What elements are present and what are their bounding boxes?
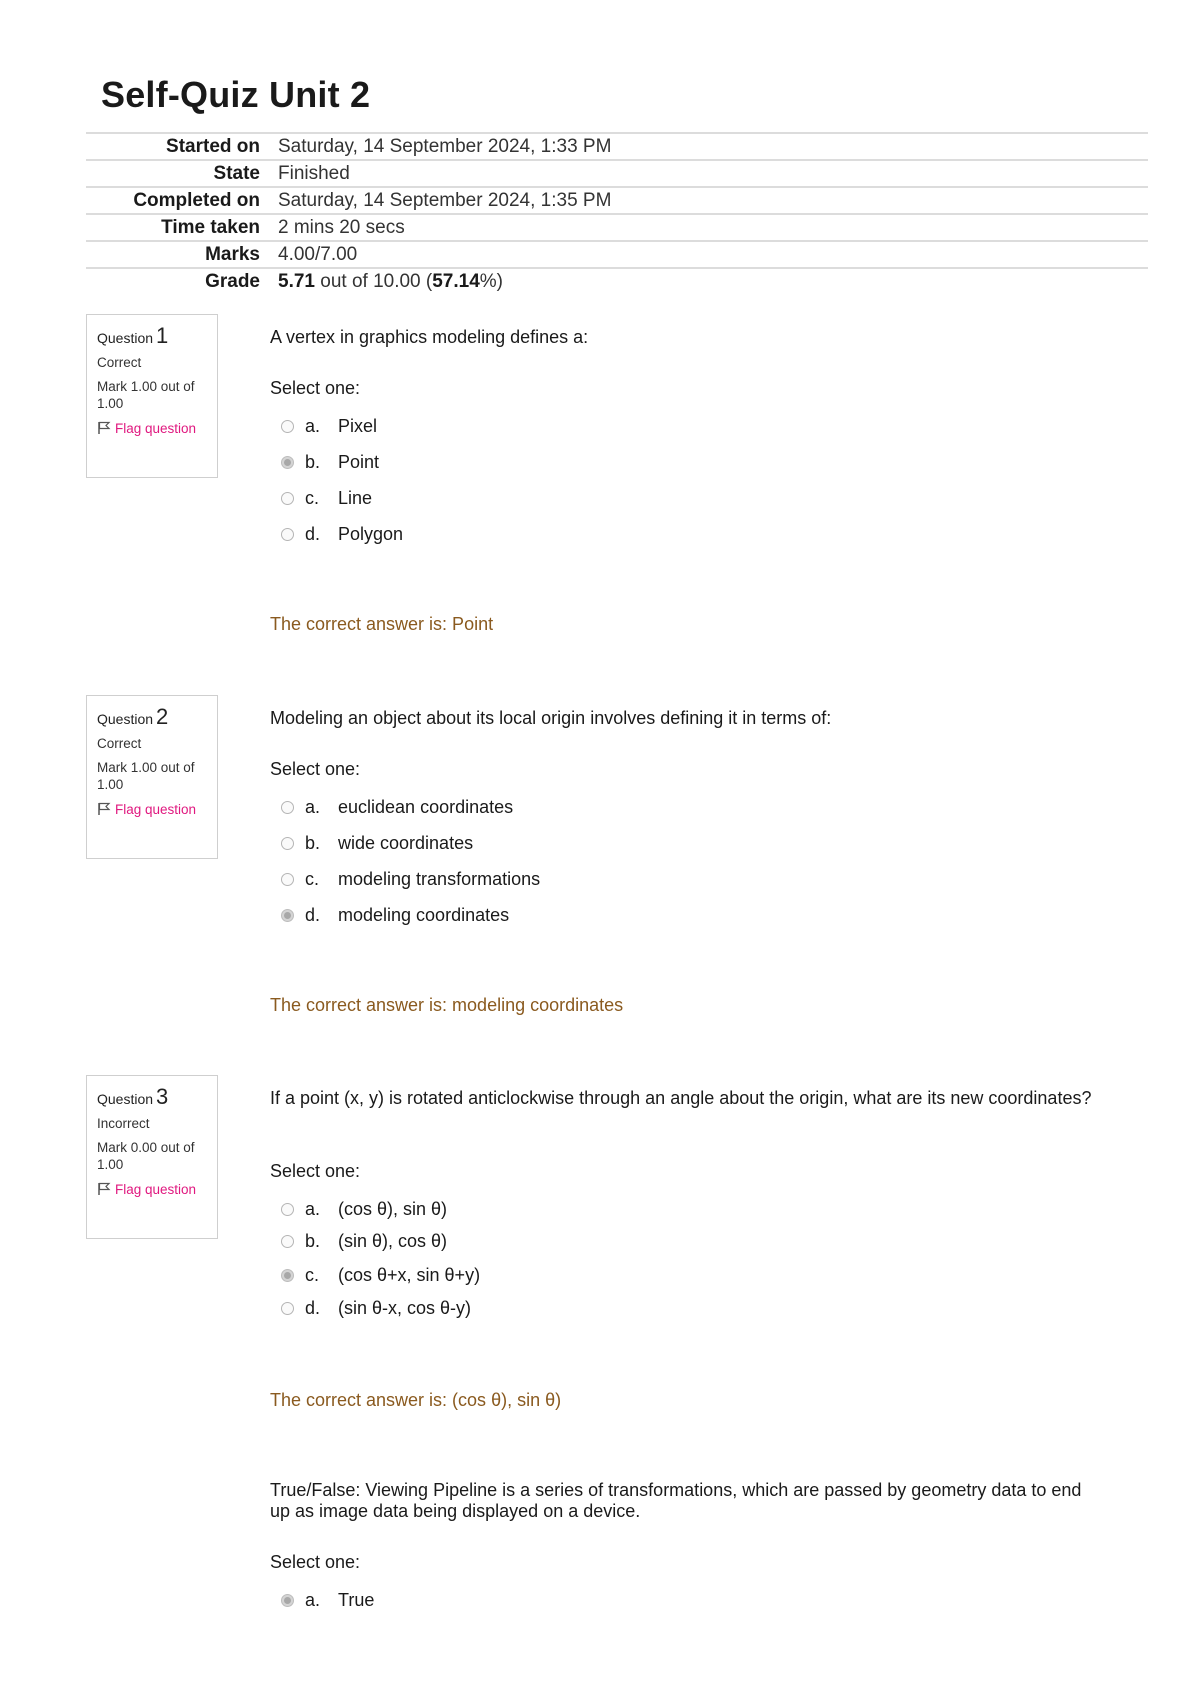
question-number-value: 3 — [156, 1084, 169, 1109]
quiz-summary-table — [86, 132, 1148, 294]
question-mark: Mark 1.00 out of 1.00 — [97, 379, 195, 411]
radio-button-selected[interactable] — [281, 1594, 294, 1607]
question-label: Question — [97, 711, 154, 727]
option-text: modeling coordinates — [338, 904, 510, 925]
state-value: Finished — [278, 162, 350, 184]
grade-end: %) — [479, 270, 504, 292]
option-text: Polygon — [338, 523, 404, 544]
option-letter: c. — [305, 1264, 320, 1285]
flag-question-label: Flag question — [115, 1182, 197, 1197]
answer-option[interactable] — [281, 795, 513, 819]
question-state: Correct — [97, 736, 142, 751]
state-label: State — [213, 162, 260, 184]
option-text: (cos θ), sin θ) — [338, 1198, 448, 1219]
completed-label: Completed on — [133, 189, 260, 211]
summary-row-completed — [86, 188, 1148, 215]
question-text: True/False: Viewing Pipeline is a series of transformations, which are passed by geometry data to end up as image data being displayed on a device. — [270, 1480, 1082, 1521]
question-number-value: 2 — [156, 704, 169, 729]
question-info-box — [86, 314, 218, 478]
flag-question-link[interactable] — [97, 420, 207, 437]
question-info-box — [86, 1075, 218, 1239]
question-number — [97, 1084, 207, 1110]
marks-value: 4.00/7.00 — [278, 243, 358, 265]
radio-button-selected[interactable] — [281, 1269, 294, 1282]
radio-button[interactable] — [281, 801, 294, 814]
answer-option[interactable] — [281, 522, 403, 546]
started-value: Saturday, 14 September 2024, 1:33 PM — [278, 135, 612, 157]
correct-answer-feedback: The correct answer is: (cos θ), sin θ) — [270, 1390, 562, 1410]
page-title: Self-Quiz Unit 2 — [101, 74, 371, 115]
option-text: True — [338, 1589, 375, 1610]
summary-row-started — [86, 134, 1148, 161]
radio-button[interactable] — [281, 1235, 294, 1248]
question-text: A vertex in graphics modeling defines a: — [270, 327, 589, 347]
option-letter: a. — [305, 796, 321, 817]
option-letter: b. — [305, 1230, 321, 1251]
correct-answer-feedback: The correct answer is: Point — [270, 614, 494, 634]
answer-option[interactable] — [281, 450, 379, 474]
flag-icon — [97, 802, 111, 816]
option-letter: a. — [305, 1589, 321, 1610]
option-letter: c. — [305, 868, 320, 889]
radio-button[interactable] — [281, 492, 294, 505]
summary-row-marks — [86, 242, 1148, 269]
option-text: (cos θ+x, sin θ+y) — [338, 1264, 481, 1285]
option-letter: c. — [305, 487, 320, 508]
time-value: 2 mins 20 secs — [278, 216, 405, 238]
radio-button[interactable] — [281, 528, 294, 541]
grade-score: 5.71 — [278, 270, 315, 292]
question-2 — [86, 695, 1148, 1025]
started-label: Started on — [166, 135, 260, 157]
option-text: Point — [338, 451, 380, 472]
flag-question-label: Flag question — [115, 421, 197, 436]
answer-option[interactable] — [281, 867, 540, 891]
question-label: Question — [97, 1091, 154, 1107]
grade-mid: out of 10.00 ( — [314, 270, 433, 292]
question-1 — [86, 314, 1148, 644]
option-letter: a. — [305, 1198, 321, 1219]
option-text: Line — [338, 487, 373, 508]
answer-option[interactable] — [281, 1588, 374, 1612]
option-letter: d. — [305, 1297, 321, 1318]
option-text: (sin θ), cos θ) — [338, 1230, 448, 1251]
question-info-box — [86, 695, 218, 859]
select-one-label: Select one: — [270, 378, 361, 398]
question-state: Correct — [97, 355, 142, 370]
question-number — [97, 323, 207, 349]
marks-label: Marks — [205, 243, 260, 265]
question-mark: Mark 0.00 out of 1.00 — [97, 1140, 195, 1172]
question-text: If a point (x, y) is rotated anticlockwise through an angle about the origin, what are its new coordinates? — [270, 1088, 1092, 1108]
answer-option[interactable] — [281, 831, 473, 855]
question-state: Incorrect — [97, 1116, 150, 1131]
question-4 — [86, 1480, 1148, 1680]
answer-option[interactable] — [281, 903, 509, 927]
answer-option[interactable] — [281, 1296, 471, 1320]
option-text: wide coordinates — [338, 832, 474, 853]
radio-button[interactable] — [281, 873, 294, 886]
radio-button-selected[interactable] — [281, 909, 294, 922]
option-text: (sin θ-x, cos θ-y) — [338, 1297, 472, 1318]
radio-button-selected[interactable] — [281, 456, 294, 469]
select-one-label: Select one: — [270, 759, 361, 779]
radio-button[interactable] — [281, 1203, 294, 1216]
question-label: Question — [97, 330, 154, 346]
flag-question-link[interactable] — [97, 801, 207, 818]
option-letter: d. — [305, 904, 321, 925]
option-letter: b. — [305, 451, 321, 472]
question-number — [97, 704, 207, 730]
flag-question-link[interactable] — [97, 1181, 207, 1198]
summary-row-state — [86, 161, 1148, 188]
summary-row-grade — [86, 269, 1148, 294]
answer-option[interactable] — [281, 1229, 447, 1253]
grade-value — [278, 271, 503, 293]
question-mark: Mark 1.00 out of 1.00 — [97, 760, 195, 792]
option-letter: d. — [305, 523, 321, 544]
correct-answer-feedback: The correct answer is: modeling coordinates — [270, 995, 624, 1015]
option-text: modeling transformations — [338, 868, 541, 889]
question-number-value: 1 — [156, 323, 169, 348]
radio-button[interactable] — [281, 1302, 294, 1315]
radio-button[interactable] — [281, 420, 294, 433]
flag-icon — [97, 1182, 111, 1196]
completed-value: Saturday, 14 September 2024, 1:35 PM — [278, 189, 612, 211]
select-one-label: Select one: — [270, 1552, 361, 1572]
summary-row-time — [86, 215, 1148, 242]
grade-percent: 57.14 — [432, 270, 480, 292]
option-letter: a. — [305, 415, 321, 436]
radio-button[interactable] — [281, 837, 294, 850]
flag-question-label: Flag question — [115, 802, 197, 817]
option-letter: b. — [305, 832, 321, 853]
flag-icon — [97, 421, 111, 435]
answer-option[interactable] — [281, 1197, 447, 1221]
time-label: Time taken — [161, 216, 260, 238]
answer-option[interactable] — [281, 1263, 480, 1287]
option-text: euclidean coordinates — [338, 796, 514, 817]
grade-label: Grade — [205, 270, 260, 292]
answer-option[interactable] — [281, 486, 372, 510]
question-text: Modeling an object about its local origin involves defining it in terms of: — [270, 708, 832, 728]
answer-option[interactable] — [281, 414, 377, 438]
select-one-label: Select one: — [270, 1161, 361, 1181]
question-3 — [86, 1075, 1148, 1415]
option-text: Pixel — [338, 415, 378, 436]
